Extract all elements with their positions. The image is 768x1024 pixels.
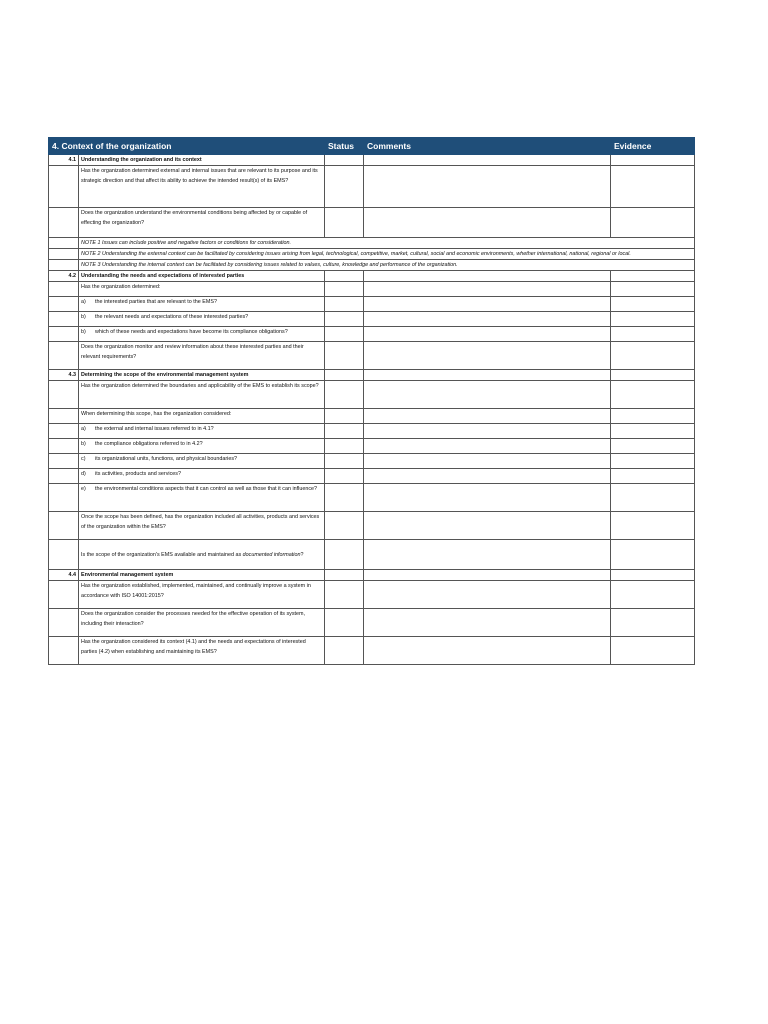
table-row xyxy=(49,424,695,439)
comments-cell[interactable] xyxy=(364,271,611,282)
clause-title: Understanding the organization and its context xyxy=(79,155,325,166)
list-item xyxy=(79,439,325,454)
clause-row-4-3 xyxy=(49,370,695,381)
table-row xyxy=(49,637,695,665)
status-cell[interactable] xyxy=(325,540,364,570)
evidence-cell[interactable] xyxy=(611,155,695,166)
comments-cell[interactable] xyxy=(364,439,611,454)
table-row xyxy=(49,282,695,297)
comments-cell[interactable] xyxy=(364,424,611,439)
item-letter: b) xyxy=(81,314,86,320)
evidence-cell[interactable] xyxy=(611,609,695,637)
comments-cell[interactable] xyxy=(364,637,611,665)
comments-cell[interactable] xyxy=(364,454,611,469)
comments-cell[interactable] xyxy=(364,540,611,570)
evidence-cell[interactable] xyxy=(611,454,695,469)
comments-cell[interactable] xyxy=(364,166,611,208)
comments-cell[interactable] xyxy=(364,469,611,484)
table-row xyxy=(49,454,695,469)
item-text: the relevant needs and expectations of these interested parties? xyxy=(95,314,249,320)
list-item xyxy=(79,297,325,312)
status-cell[interactable] xyxy=(325,282,364,297)
table-row xyxy=(49,166,695,208)
question-text: Does the organization understand the environmental conditions being affected by or capable of effecting the organization? xyxy=(79,208,325,238)
status-cell[interactable] xyxy=(325,312,364,327)
item-text: the environmental conditions aspects that it can control as well as those that it can influence? xyxy=(95,486,318,492)
comments-cell[interactable] xyxy=(364,155,611,166)
item-text: the interested parties that are relevant to the EMS? xyxy=(95,299,217,305)
clause-row-4-1 xyxy=(49,155,695,166)
status-cell[interactable] xyxy=(325,166,364,208)
item-text: the external and internal issues referred to in 4.1? xyxy=(95,426,214,432)
question-text: Has the organization considered its context (4.1) and the needs and expectations of interested parties (4.2) when establishing and maintaining its EMS? xyxy=(79,637,325,665)
item-letter: a) xyxy=(81,299,86,305)
status-cell[interactable] xyxy=(325,370,364,381)
item-letter: d) xyxy=(81,471,86,477)
list-item xyxy=(79,327,325,342)
status-cell[interactable] xyxy=(325,609,364,637)
table-row xyxy=(49,208,695,238)
comments-cell[interactable] xyxy=(364,484,611,512)
clause-row-4-4 xyxy=(49,570,695,581)
evidence-cell[interactable] xyxy=(611,570,695,581)
evidence-cell[interactable] xyxy=(611,512,695,540)
comments-cell[interactable] xyxy=(364,381,611,409)
status-cell[interactable] xyxy=(325,424,364,439)
note-row xyxy=(49,249,695,260)
note-text: NOTE 1 Issues can include positive and negative factors or conditions for consideration. xyxy=(79,238,695,249)
question-emphasis: documented information xyxy=(242,551,301,558)
evidence-cell[interactable] xyxy=(611,342,695,370)
evidence-cell[interactable] xyxy=(611,297,695,312)
status-cell[interactable] xyxy=(325,381,364,409)
question-text: Does the organization monitor and review information about these interested parties and their relevant requirements? xyxy=(79,342,325,370)
status-cell[interactable] xyxy=(325,484,364,512)
note-row xyxy=(49,260,695,271)
clause-number: 4.4 xyxy=(49,570,79,581)
comments-cell[interactable] xyxy=(364,570,611,581)
comments-cell[interactable] xyxy=(364,297,611,312)
list-item xyxy=(79,424,325,439)
status-cell[interactable] xyxy=(325,469,364,484)
status-cell[interactable] xyxy=(325,297,364,312)
comments-cell[interactable] xyxy=(364,609,611,637)
status-cell[interactable] xyxy=(325,327,364,342)
item-text: the compliance obligations referred to in 4.2? xyxy=(95,441,203,447)
item-letter: a) xyxy=(81,426,86,432)
item-letter: b) xyxy=(81,441,86,447)
evidence-cell[interactable] xyxy=(611,484,695,512)
question-text: When determining this scope, has the organization considered: xyxy=(79,409,325,424)
status-cell[interactable] xyxy=(325,342,364,370)
item-letter: b) xyxy=(81,329,86,335)
question-text: Has the organization determined the boundaries and applicability of the EMS to establish its scope? xyxy=(79,381,325,409)
question-text: Once the scope has been defined, has the organization included all activities, products and services of the organization within the EMS? xyxy=(79,512,325,540)
item-text: which of these needs and expectations have become its compliance obligations? xyxy=(95,329,288,335)
status-cell[interactable] xyxy=(325,439,364,454)
table-row xyxy=(49,312,695,327)
note-text: NOTE 3 Understanding the internal context can be facilitated by considering issues related to values, culture, knowledge and performance of the organization. xyxy=(79,260,695,271)
comments-cell[interactable] xyxy=(364,312,611,327)
status-column-header: Status xyxy=(325,138,364,155)
table-row xyxy=(49,512,695,540)
comments-cell[interactable] xyxy=(364,208,611,238)
evidence-cell[interactable] xyxy=(611,370,695,381)
item-letter: c) xyxy=(81,456,86,462)
status-cell[interactable] xyxy=(325,512,364,540)
note-row xyxy=(49,238,695,249)
evidence-cell[interactable] xyxy=(611,208,695,238)
evidence-cell[interactable] xyxy=(611,469,695,484)
question-tail: ? xyxy=(300,551,304,558)
clause-title: Environmental management system xyxy=(79,570,325,581)
item-text: its organizational units, functions, and physical boundaries? xyxy=(95,456,238,462)
table-row xyxy=(49,409,695,424)
clause-title: Understanding the needs and expectations of interested parties xyxy=(79,271,325,282)
question-text: Has the organization determined: xyxy=(79,282,325,297)
comments-cell[interactable] xyxy=(364,512,611,540)
section-heading: 4. Context of the organization xyxy=(49,138,325,155)
question-lead: Is the scope of the organization's EMS available and maintained as xyxy=(81,551,243,558)
list-item xyxy=(79,454,325,469)
clause-number: 4.2 xyxy=(49,271,79,282)
header-row xyxy=(49,138,695,155)
comments-cell[interactable] xyxy=(364,370,611,381)
comments-cell[interactable] xyxy=(364,327,611,342)
status-cell[interactable] xyxy=(325,637,364,665)
clause-title: Determining the scope of the environmental management system xyxy=(79,370,325,381)
table-row xyxy=(49,439,695,454)
item-letter: e) xyxy=(81,486,86,492)
comments-cell[interactable] xyxy=(364,282,611,297)
comments-cell[interactable] xyxy=(364,581,611,609)
evidence-cell[interactable] xyxy=(611,540,695,570)
evidence-cell[interactable] xyxy=(611,381,695,409)
table-row xyxy=(49,381,695,409)
evidence-cell[interactable] xyxy=(611,439,695,454)
status-cell[interactable] xyxy=(325,581,364,609)
question-text: Does the organization consider the processes needed for the effective operation of its system, including their interaction? xyxy=(79,609,325,637)
comments-cell[interactable] xyxy=(364,409,611,424)
status-cell[interactable] xyxy=(325,155,364,166)
table-row xyxy=(49,484,695,512)
table-row xyxy=(49,581,695,609)
clause-row-4-2 xyxy=(49,271,695,282)
question-text: Has the organization determined external and internal issues that are relevant to its purpose and its strategic direction and that affect its ability to achieve the intended result(s) of its EMS? xyxy=(79,166,325,208)
status-cell[interactable] xyxy=(325,208,364,238)
status-cell[interactable] xyxy=(325,409,364,424)
evidence-cell[interactable] xyxy=(611,409,695,424)
list-item xyxy=(79,312,325,327)
table-row xyxy=(49,297,695,312)
evidence-cell[interactable] xyxy=(611,282,695,297)
comments-cell[interactable] xyxy=(364,342,611,370)
clause-number: 4.3 xyxy=(49,370,79,381)
question-text xyxy=(79,540,325,570)
table-row xyxy=(49,342,695,370)
evidence-cell[interactable] xyxy=(611,637,695,665)
evidence-cell[interactable] xyxy=(611,327,695,342)
table-row xyxy=(49,469,695,484)
table-row xyxy=(49,327,695,342)
list-item xyxy=(79,484,325,512)
status-cell[interactable] xyxy=(325,271,364,282)
checklist-table xyxy=(48,137,695,665)
list-item xyxy=(79,469,325,484)
table-row xyxy=(49,609,695,637)
clause-number: 4.1 xyxy=(49,155,79,166)
comments-column-header: Comments xyxy=(364,138,611,155)
question-text: Has the organization established, implemented, maintained, and continually improve a system in accordance with ISO 14001:2015? xyxy=(79,581,325,609)
evidence-cell[interactable] xyxy=(611,424,695,439)
table-row xyxy=(49,540,695,570)
evidence-cell[interactable] xyxy=(611,271,695,282)
evidence-cell[interactable] xyxy=(611,312,695,327)
note-text: NOTE 2 Understanding the external context can be facilitated by considering issues arising from legal, technological, competitive, market, cultural, social and economic environments, whether international, national, regional or local. xyxy=(79,249,695,260)
item-text: its activities, products and services? xyxy=(95,471,181,477)
status-cell[interactable] xyxy=(325,454,364,469)
evidence-cell[interactable] xyxy=(611,581,695,609)
evidence-cell[interactable] xyxy=(611,166,695,208)
status-cell[interactable] xyxy=(325,570,364,581)
evidence-column-header: Evidence xyxy=(611,138,695,155)
